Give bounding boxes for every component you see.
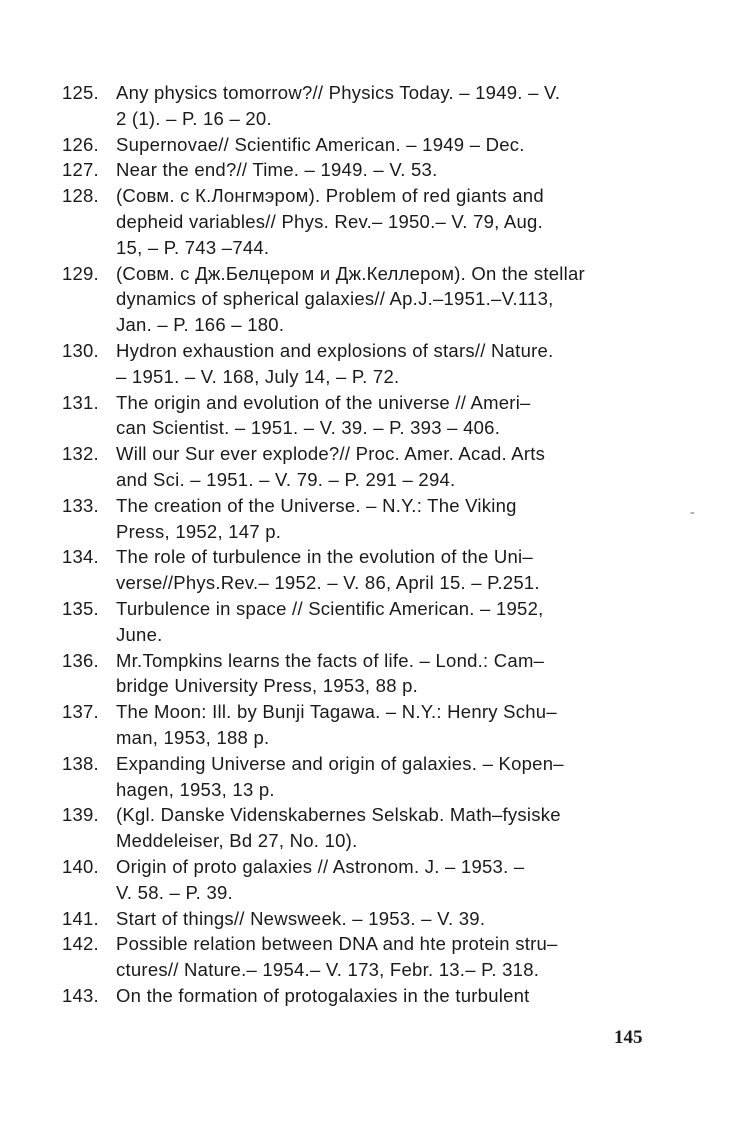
- reference-line: man, 1953, 188 p.: [116, 726, 270, 748]
- reference-line: Any physics tomorrow?// Physics Today. – 1949. – V.: [116, 82, 561, 103]
- reference-number: 143.: [62, 984, 99, 1006]
- reference-text: [116, 80, 622, 132]
- reference-line: – 1951. – V. 168, July 14, – P. 72.: [116, 365, 400, 387]
- reference-line: can Scientist. – 1951. – V. 39. – P. 393 – 406.: [116, 417, 501, 439]
- reference-entry: [62, 751, 622, 803]
- reference-entry: [62, 390, 622, 442]
- reference-entry: [62, 493, 622, 545]
- reference-line: Turbulence in space // Scientific American. – 1952,: [116, 597, 544, 619]
- reference-text: [116, 338, 622, 390]
- reference-text: [116, 132, 622, 158]
- reference-line: Near the end?// Time. – 1949. – V. 53.: [116, 159, 438, 181]
- reference-number: 142.: [62, 933, 99, 955]
- page-number: 145: [614, 1027, 643, 1048]
- reference-number: 126.: [62, 133, 99, 155]
- reference-entry: [62, 648, 622, 700]
- reference-entry: [62, 338, 622, 390]
- reference-number: 127.: [62, 159, 99, 181]
- reference-text: [116, 390, 622, 442]
- reference-text: [116, 441, 622, 493]
- reference-number: 138.: [62, 752, 99, 774]
- reference-number: 141.: [62, 907, 99, 929]
- reference-line: Hydron exhaustion and explosions of stars// Nature.: [116, 339, 554, 361]
- reference-text: [116, 854, 622, 906]
- stray-mark: -: [690, 505, 695, 520]
- reference-number: 131.: [62, 391, 99, 413]
- reference-text: [116, 183, 622, 260]
- reference-text: [116, 261, 622, 338]
- reference-text: [116, 157, 622, 183]
- reference-number: 130.: [62, 339, 99, 361]
- reference-line: The origin and evolution of the universe // Ameri–: [116, 391, 531, 413]
- reference-line: (Kgl. Danske Videnskabernes Selskab. Math–fysiske: [116, 804, 561, 826]
- reference-line: On the formation of protogalaxies in the turbulent: [116, 984, 530, 1006]
- reference-text: [116, 544, 622, 596]
- reference-line: 15, – P. 743 –744.: [116, 236, 270, 258]
- reference-line: Will our Sur ever explode?// Proc. Amer. Acad. Arts: [116, 443, 546, 465]
- reference-entry: [62, 699, 622, 751]
- reference-number: 135.: [62, 597, 99, 619]
- reference-text: [116, 802, 622, 854]
- reference-line: dynamics of spherical galaxies// Ap.J.–1951.–V.113,: [116, 288, 554, 310]
- reference-line: hagen, 1953, 13 p.: [116, 778, 275, 800]
- reference-line: ctures// Nature.– 1954.– V. 173, Febr. 13.– P. 318.: [116, 959, 540, 981]
- reference-entry: [62, 983, 622, 1009]
- reference-line: verse//Phys.Rev.– 1952. – V. 86, April 15. – P.251.: [116, 572, 540, 594]
- reference-number: 132.: [62, 443, 99, 465]
- reference-line: Possible relation between DNA and hte protein stru–: [116, 933, 558, 955]
- reference-line: and Sci. – 1951. – V. 79. – P. 291 – 294.: [116, 468, 456, 490]
- reference-line: depheid variables// Phys. Rev.– 1950.– V. 79, Aug.: [116, 210, 543, 232]
- reference-entry: [62, 544, 622, 596]
- reference-number: 140.: [62, 855, 99, 877]
- reference-entry: [62, 261, 622, 338]
- reference-text: [116, 751, 622, 803]
- reference-entry: [62, 596, 622, 648]
- reference-line: The role of turbulence in the evolution of the Uni–: [116, 546, 533, 568]
- reference-line: Mr.Tompkins learns the facts of life. – Lond.: Cam–: [116, 649, 545, 671]
- reference-line: The Moon: Ill. by Bunji Tagawa. – N.Y.: Henry Schu–: [116, 701, 557, 723]
- reference-line: The creation of the Universe. – N.Y.: The Viking: [116, 494, 517, 516]
- reference-entry: [62, 183, 622, 260]
- reference-number: 139.: [62, 804, 99, 826]
- reference-text: [116, 596, 622, 648]
- reference-number: 137.: [62, 701, 99, 723]
- reference-text: [116, 983, 622, 1009]
- reference-number: 128.: [62, 185, 99, 207]
- reference-entry: [62, 931, 622, 983]
- reference-text: [116, 699, 622, 751]
- reference-number: 134.: [62, 546, 99, 568]
- reference-entry: [62, 802, 622, 854]
- reference-line: Supernovae// Scientific American. – 1949 – Dec.: [116, 133, 525, 155]
- reference-text: [116, 906, 622, 932]
- reference-text: [116, 931, 622, 983]
- reference-line: V. 58. – P. 39.: [116, 881, 233, 903]
- reference-entry: [62, 157, 622, 183]
- reference-text: [116, 648, 622, 700]
- reference-line: (Совм. с К.Лонгмэром). Problem of red giants and: [116, 185, 544, 207]
- reference-number: 129.: [62, 262, 99, 284]
- reference-line: Origin of proto galaxies // Astronom. J. – 1953. –: [116, 855, 525, 877]
- reference-line: Jan. – P. 166 – 180.: [116, 314, 285, 336]
- reference-line: Press, 1952, 147 p.: [116, 520, 282, 542]
- reference-line: Expanding Universe and origin of galaxies. – Kopen–: [116, 752, 564, 774]
- reference-text: [116, 493, 622, 545]
- reference-entry: [62, 441, 622, 493]
- reference-entry: [62, 854, 622, 906]
- reference-number: 136.: [62, 649, 99, 671]
- reference-entry: [62, 80, 622, 132]
- reference-entry: [62, 132, 622, 158]
- reference-line: (Совм. с Дж.Белцером и Дж.Келлером). On the stellar: [116, 262, 585, 284]
- reference-list: [62, 80, 622, 1009]
- reference-line: Start of things// Newsweek. – 1953. – V. 39.: [116, 907, 486, 929]
- reference-line: Meddeleiser, Bd 27, No. 10).: [116, 830, 358, 852]
- reference-entry: [62, 906, 622, 932]
- reference-line: 2 (1). – P. 16 – 20.: [116, 107, 272, 129]
- reference-number: 133.: [62, 494, 99, 516]
- reference-line: June.: [116, 623, 163, 645]
- reference-line: bridge University Press, 1953, 88 p.: [116, 675, 419, 697]
- reference-number: 125.: [62, 82, 99, 103]
